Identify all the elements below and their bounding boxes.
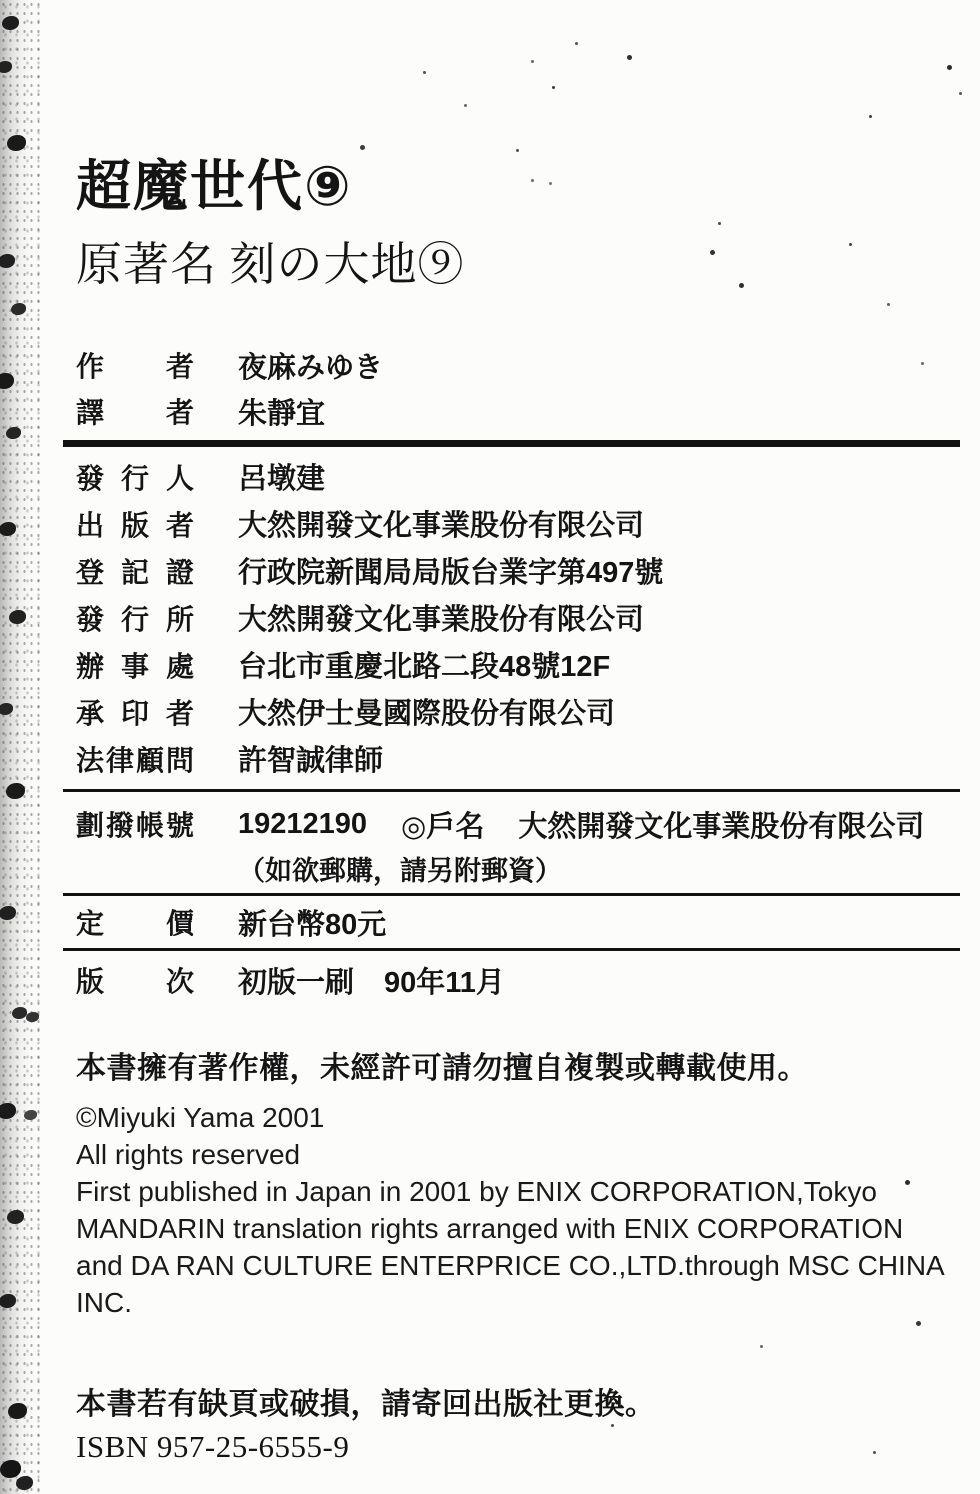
publication-label: 承印者 bbox=[76, 697, 194, 729]
publication-label: 發行人 bbox=[76, 462, 194, 494]
publication-label: 辦事處 bbox=[76, 650, 194, 682]
publication-label: 登記證 bbox=[76, 556, 194, 588]
original-title: 原著名 刻の大地⑨ bbox=[76, 238, 465, 290]
postal-note: （如欲郵購，請另附郵資） bbox=[238, 855, 562, 886]
publication-row bbox=[76, 594, 960, 641]
publication-value: 大然開發文化事業股份有限公司 bbox=[238, 604, 645, 637]
credit-row-translator bbox=[76, 388, 960, 434]
publication-value: 許智誠律師 bbox=[238, 745, 384, 778]
publication-value: 行政院新聞局局版台業字第497號 bbox=[238, 557, 664, 590]
publication-row bbox=[76, 547, 960, 594]
copyright-notice-zh: 本書擁有著作權，未經許可請勿擅自複製或轉載使用。 bbox=[76, 1052, 808, 1086]
credit-label: 作者 bbox=[76, 351, 194, 383]
book-title: 超魔世代⑨ bbox=[76, 155, 353, 217]
copyright-en-block bbox=[76, 1099, 960, 1321]
edition-row bbox=[76, 957, 960, 1003]
publication-label: 出版者 bbox=[76, 509, 194, 541]
postal-holder-label: ◎戶名 bbox=[401, 810, 485, 843]
isbn: ISBN 957-25-6555-9 bbox=[76, 1429, 350, 1465]
publication-value: 台北市重慶北路二段48號12F bbox=[238, 651, 611, 684]
divider-thin bbox=[63, 948, 960, 951]
publication-row bbox=[76, 453, 960, 500]
divider-thin bbox=[63, 893, 960, 896]
edition-label: 版次 bbox=[76, 966, 194, 998]
copyright-line: MANDARIN translation rights arranged with ENIX CORPORATION bbox=[76, 1213, 904, 1245]
publication-label: 發行所 bbox=[76, 603, 194, 635]
credit-value: 夜麻みゆき bbox=[238, 351, 384, 384]
credit-value: 朱靜宜 bbox=[238, 397, 326, 430]
publication-row bbox=[76, 500, 960, 547]
postal-label: 劃撥帳號 bbox=[76, 810, 194, 842]
price-label: 定價 bbox=[76, 908, 194, 940]
credits-section bbox=[76, 342, 960, 434]
postal-account: 19212190 bbox=[238, 807, 368, 840]
postal-account-row bbox=[76, 802, 960, 846]
price-row bbox=[76, 900, 960, 944]
publication-row bbox=[76, 641, 960, 688]
publication-value: 大然伊士曼國際股份有限公司 bbox=[238, 698, 616, 731]
copyright-line: and DA RAN CULTURE ENTERPRICE CO.,LTD.through MSC CHINA INC. bbox=[76, 1250, 944, 1319]
publication-section bbox=[76, 453, 960, 782]
price-value: 新台幣80元 bbox=[238, 908, 387, 941]
publication-value: 大然開發文化事業股份有限公司 bbox=[238, 510, 645, 543]
postal-holder: 大然開發文化事業股份有限公司 bbox=[518, 810, 925, 843]
copyright-line: ©Miyuki Yama 2001 bbox=[76, 1102, 325, 1134]
copyright-line: First published in Japan in 2001 by ENIX CORPORATION,Tokyo bbox=[76, 1176, 877, 1208]
publication-row bbox=[76, 735, 960, 782]
edition-value: 初版一刷 bbox=[238, 966, 355, 999]
return-notice: 本書若有缺頁或破損，請寄回出版社更換。 bbox=[76, 1388, 656, 1422]
credit-label: 譯者 bbox=[76, 397, 194, 429]
publication-value: 呂墩建 bbox=[238, 463, 326, 496]
publication-row bbox=[76, 688, 960, 735]
copyright-line: All rights reserved bbox=[76, 1139, 301, 1171]
divider-thin bbox=[63, 789, 960, 792]
publication-label: 法律顧問 bbox=[76, 744, 194, 776]
credit-row-author bbox=[76, 342, 960, 388]
edition-date: 90年11月 bbox=[384, 966, 505, 999]
divider-thick bbox=[63, 440, 960, 447]
